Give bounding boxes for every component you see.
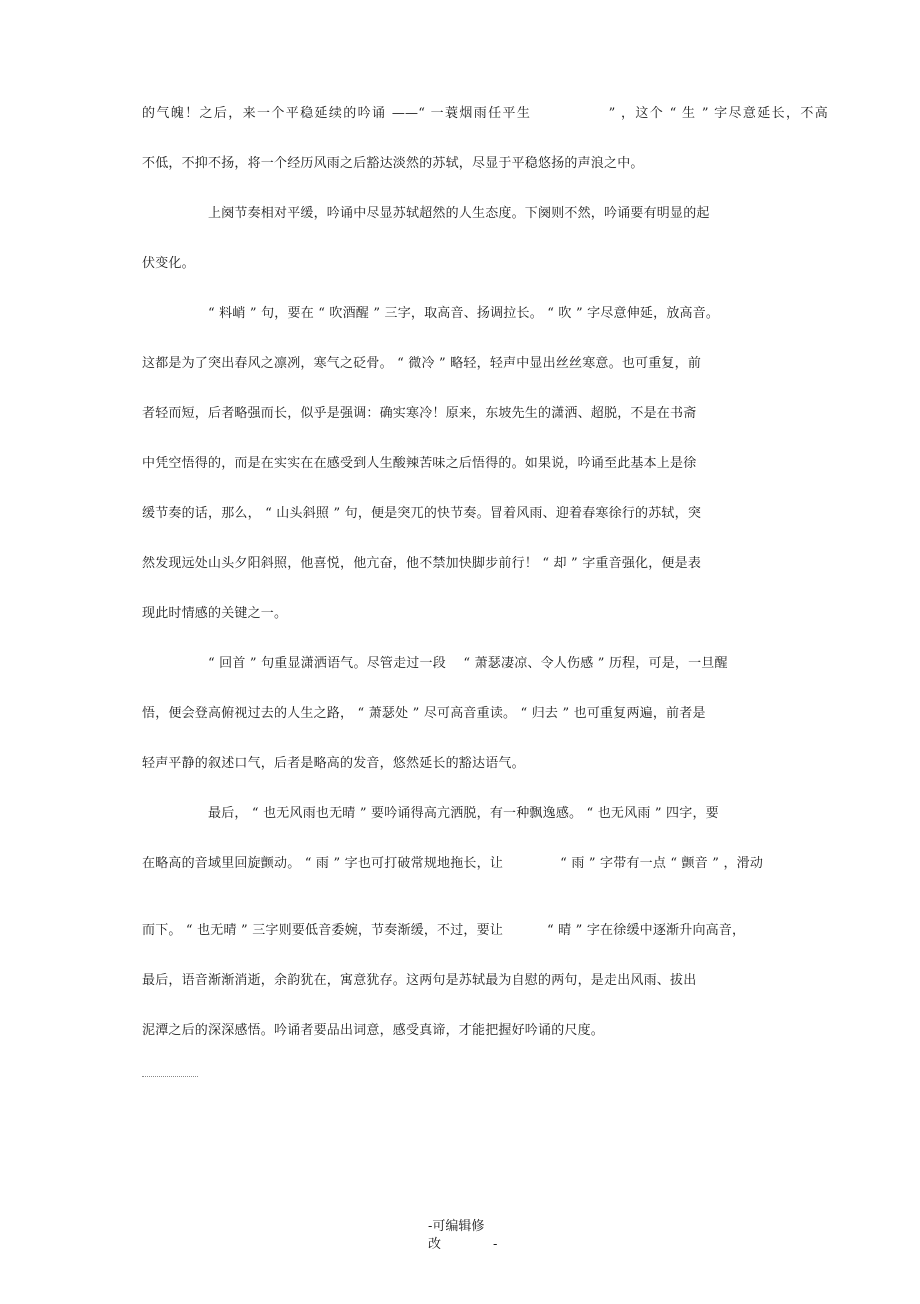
body-text-line: 轻声平静的叙述口气，后者是略高的发音，悠然延长的豁达语气。 <box>142 756 525 771</box>
body-text-line: 最后， “ 也无风雨也无晴 ” 要吟诵得高亢洒脱，有一种飘逸感。 “ 也无风雨 ” 四字，要 <box>208 806 719 821</box>
body-text-line: 缓节奏的话，那么， “ 山头斜照 ” 句，便是突兀的快节奏。冒着风雨、迎着春寒徐行的苏轼，突 <box>142 506 702 521</box>
body-text-line: 悟，便会登高俯视过去的人生之路， “ 萧瑟处 ” 尽可高音重读。 “ 归去 ” 也可重复两遍，前者是 <box>142 706 706 721</box>
body-text-line: 者轻而短，后者略强而长，似乎是强调：确实寒冷！原来，东坡先生的潇洒、超脱，不是在书斋 <box>142 406 697 421</box>
body-text-line: “ 回首 ” 句重显潇洒语气。尽管走过一段 “ 萧瑟凄凉、令人伤感 ” 历程，可是，一旦醒 <box>208 656 728 671</box>
footer-text: 改 - <box>428 1237 498 1252</box>
body-text-line: 泥潭之后的深深感悟。吟诵者要品出词意，感受真谛，才能把握好吟诵的尺度。 <box>142 1023 605 1038</box>
body-text-line: 中凭空悟得的，而是在实实在在感受到人生酸辣苦味之后悟得的。如果说，吟诵至此基本上是徐 <box>142 456 697 471</box>
body-text-line: 不低，不抑不扬，将一个经历风雨之后豁达淡然的苏轼，尽显于平稳悠扬的声浪之中。 <box>142 156 644 171</box>
body-text-line: 最后，语音渐渐消逝，余韵犹在，寓意犹存。这两句是苏轼最为自慰的两句，是走出风雨、拔出 <box>142 973 697 988</box>
body-text-line: “ 料峭 ” 句，要在 “ 吹酒醒 ” 三字，取高音、扬调拉长。 “ 吹 ” 字尽意伸延，放高音。 <box>208 306 720 321</box>
body-text-line: 这都是为了突出春风之凛冽，寒气之砭骨。 “ 微冷 ” 略轻，轻声中显出丝丝寒意。也可重复，前 <box>142 356 702 371</box>
body-text-line: 的气魄！之后，来一个平稳延续的吟诵 ——“ 一蓑烟雨任平生 ” ，这个 “ 生 ” 字尽意延长，不高 <box>142 106 828 121</box>
footer-text: -可编辑修 <box>428 1219 485 1234</box>
body-text-line: 而下。 “ 也无晴 ” 三字则要低音委婉，节奏渐缓，不过，要让 “ 晴 ” 字在徐缓中逐渐升向高音， <box>142 923 746 938</box>
footnote-separator <box>142 1076 198 1077</box>
body-text-line: 伏变化。 <box>142 256 195 271</box>
body-text-line: 现此时情感的关键之一。 <box>142 606 288 621</box>
body-text-line: 然发现远处山头夕阳斜照，他喜悦，他亢奋，他不禁加快脚步前行！ “ 却 ” 字重音强化，便是表 <box>142 556 702 571</box>
body-text-line: 在略高的音域里回旋颤动。 “ 雨 ” 字也可打破常规地拖长，让 “ 雨 ” 字带有一点 “ 颤音 ” ，滑动 <box>142 856 764 871</box>
body-text-line: 上阕节奏相对平缓，吟诵中尽显苏轼超然的人生态度。下阕则不然，吟诵要有明显的起 <box>208 206 710 221</box>
